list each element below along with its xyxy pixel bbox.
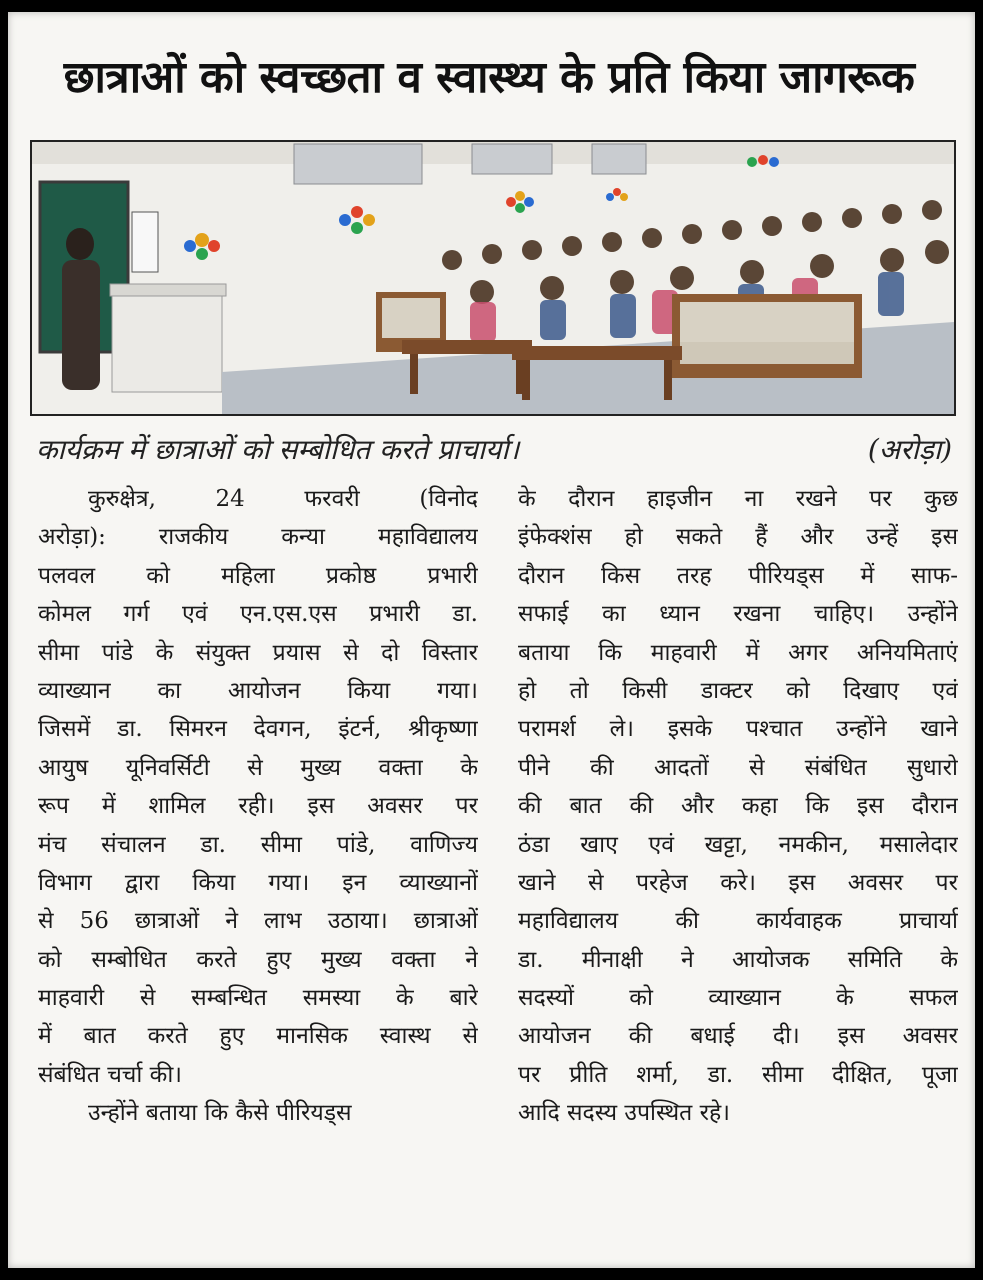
body-text-line: सदस्यों को व्याख्यान के सफल [518,985,958,1012]
photo-credit: (अरोड़ा) [867,433,952,466]
body-text-line: को सम्बोधित करते हुए मुख्य वक्ता ने [38,946,478,973]
body-text-line: ठंडा खाए एवं खट्टा, नमकीन, मसालेदार [518,831,958,858]
body-text-line: पलवल को महिला प्रकोष्ठ प्रभारी [38,562,478,589]
body-text-line: विभाग द्वारा किया गया। इन व्याख्यानों [38,869,478,896]
body-text-line: इंफेक्शंस हो सकते हैं और उन्हें इस [518,524,958,551]
article-body-left-column [38,480,478,1266]
newspaper-clipping [8,12,975,1268]
body-text-line: हो तो किसी डाक्टर को दिखाए एवं [518,677,958,704]
body-text-line: में बात करते हुए मानसिक स्वास्थ से [38,1023,478,1050]
body-text-line: कुरुक्षेत्र, 24 फरवरी (विनोद [88,486,478,512]
body-text-line: कोमल गर्ग एवं एन.एस.एस प्रभारी डा. [38,601,478,628]
headline: छात्राओं को स्वच्छता व स्वास्थ्य के प्रति किया जागरूक [63,52,915,103]
body-text-line: आयोजन की बधाई दी। इस अवसर [518,1023,958,1050]
body-text-line: महाविद्यालय की कार्यवाहक प्राचार्या [518,908,958,935]
body-text-line: माहवारी से सम्बन्धित समस्या के बारे [38,985,478,1012]
body-text-line: सीमा पांडे के संयुक्त प्रयास से दो विस्तार [38,639,478,666]
body-text-line: जिसमें डा. सिमरन देवगन, इंटर्न, श्रीकृष्णा [38,716,478,743]
body-text-line: पीने की आदतों से संबंधित सुधारो [518,754,958,781]
body-text-line: बताया कि माहवारी में अगर अनियमिताएं [518,639,958,666]
body-text-line: दौरान किस तरह पीरियड्स में साफ- [518,562,958,589]
body-text-line: खाने से परहेज करे। इस अवसर पर [518,869,958,896]
classroom-lecture-photo-icon [32,142,954,414]
caption-text: कार्यक्रम में छात्राओं को सम्बोधित करते प्राचार्या। [36,433,520,466]
body-text-line: आदि सदस्य उपस्थित रहे। [518,1100,730,1127]
body-text-line: पर प्रीति शर्मा, डा. सीमा दीक्षित, पूजा [518,1061,958,1088]
body-text-line: के दौरान हाइजीन ना रखने पर कुछ [518,486,958,512]
body-text-line: आयुष यूनिवर्सिटी से मुख्य वक्ता के [38,754,478,781]
body-text-line: व्याख्यान का आयोजन किया गया। [38,677,478,704]
photo-caption [36,428,952,472]
body-text-line: परामर्श ले। इसके पश्चात उन्होंने खाने [518,716,958,743]
body-text-line: संबंधित चर्चा की। [38,1061,183,1088]
body-text-line: डा. मीनाक्षी ने आयोजक समिति के [518,946,958,973]
body-text-line: सफाई का ध्यान रखना चाहिए। उन्होंने [518,601,958,628]
body-text-line: मंच संचालन डा. सीमा पांडे, वाणिज्य [38,831,478,858]
body-text-line: रूप में शामिल रही। इस अवसर पर [38,793,478,820]
body-text-line: से 56 छात्राओं ने लाभ उठाया। छात्राओं [38,908,478,935]
article-photo [30,140,956,416]
body-text-line: अरोड़ा): राजकीय कन्या महाविद्यालय [38,524,478,551]
article-body-right-column [518,480,958,1266]
body-text-line: की बात की और कहा कि इस दौरान [518,793,958,820]
body-text-line: उन्होंने बताया कि कैसे पीरियड्स [88,1100,352,1127]
